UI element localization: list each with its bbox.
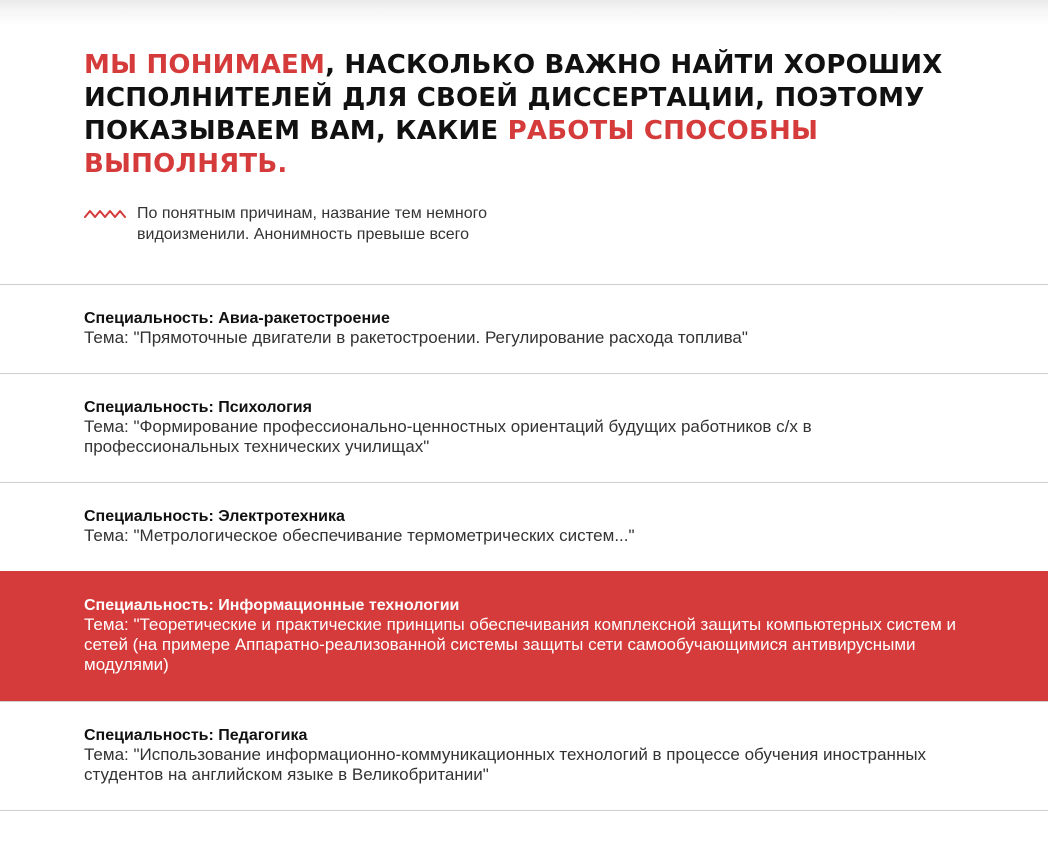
work-specialty: Специальность: Психология	[84, 399, 312, 416]
work-topic: Тема: "Прямоточные двигатели в ракетостроении. Регулирование расхода топлива"	[84, 328, 748, 347]
work-specialty: Специальность: Педагогика	[84, 727, 308, 744]
heading-accent-1: МЫ ПОНИМАЕМ	[84, 50, 326, 80]
work-item-next	[0, 810, 1048, 850]
work-item-psychology[interactable]	[0, 373, 1048, 482]
work-item-pedagogy[interactable]	[0, 701, 1048, 810]
work-item-it[interactable]	[0, 571, 1048, 701]
work-topic: Тема: "Метрологическое обеспечивание термометрических систем..."	[84, 526, 635, 545]
works-list	[0, 284, 1048, 850]
work-specialty: Специальность: Информационные технологии	[84, 597, 460, 614]
heading-accent-2: РАБОТЫ СПОСОБНЫ ВЫПОЛНЯТЬ.	[84, 116, 819, 179]
work-topic: Тема: "Формирование профессионально-ценностных ориентаций будущих работников с/х в профессиональных технических училищах"	[84, 417, 812, 456]
wave-icon	[84, 207, 128, 221]
heading-text: , НАСКОЛЬКО ВАЖНО НАЙТИ ХОРОШИХ ИСПОЛНИТЕЛЕЙ ДЛЯ СВОЕЙ ДИССЕРТАЦИИ, ПОЭТОМУ ПОКАЗЫВАЕМ ВАМ, КАКИЕ	[84, 50, 943, 146]
work-item-electrical[interactable]	[0, 482, 1048, 571]
note-text: По понятным причинам, название тем немного видоизменили. Анонимность превыше всего	[137, 205, 487, 243]
work-topic: Тема: "Теоретические и практические принципы обеспечивания комплексной защиты компьютерных систем и сетей (на примере Аппаратно-реализованной системы защиты сети самообучающимися антивирусными модулями)	[84, 615, 956, 674]
work-item-aviation[interactable]	[0, 284, 1048, 373]
work-topic: Тема: "Использование информационно-коммуникационных технологий в процессе обучения иностранных студентов на английском языке в Великобритании"	[84, 745, 927, 784]
work-specialty: Специальность: Авиа-ракетостроение	[84, 310, 390, 327]
work-specialty: Специальность: Электротехника	[84, 508, 345, 525]
section-heading	[84, 49, 984, 181]
top-shadow	[0, 0, 1048, 26]
anonymity-note	[84, 203, 597, 245]
